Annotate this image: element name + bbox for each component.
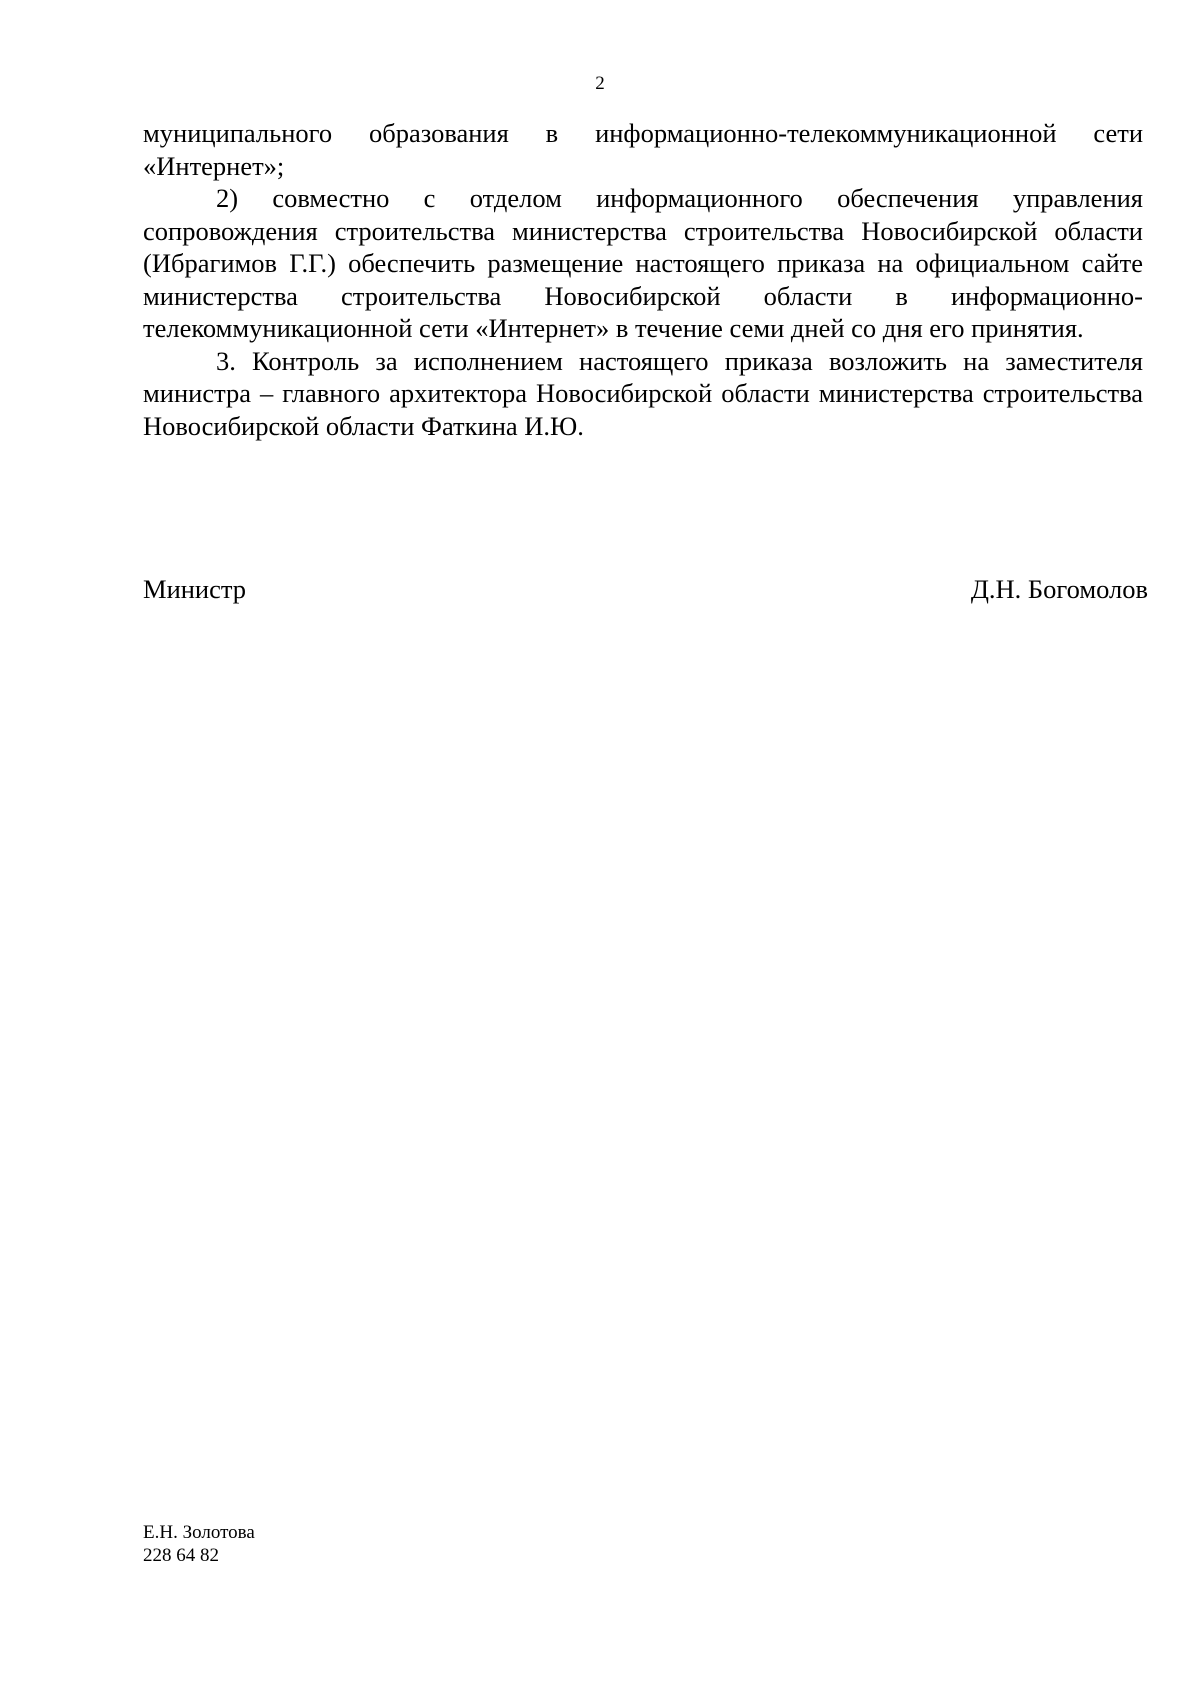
paragraph-continuation: муниципального образования в информационно-телекоммуникационной сети «Интернет»; bbox=[143, 118, 1143, 181]
executor-phone: 228 64 82 bbox=[143, 1545, 219, 1566]
page-number: 2 bbox=[595, 73, 605, 94]
document-body bbox=[143, 117, 1143, 442]
signatory-name: Д.Н. Богомолов bbox=[970, 574, 1148, 604]
paragraph-item-3: 3. Контроль за исполнением настоящего приказа возложить на заместителя министра – главного архитектора Новосибирской области министерства строительства Новосибирской области Фаткина И.Ю. bbox=[143, 345, 1143, 441]
signatory-position: Министр bbox=[143, 574, 247, 604]
executor-name: Е.Н. Золотова bbox=[143, 1522, 255, 1543]
executor-block bbox=[143, 1521, 255, 1567]
paragraph-item-2: 2) совместно с отделом информационного обеспечения управления сопровождения строительства министерства строительства Новосибирской области (Ибрагимов Г.Г.) обеспечить размещение настоящего приказа на официальном сайте министерства строительства Новосибирской области в информационно-телекоммуникационной сети «Интернет» в течение семи дней со дня его принятия. bbox=[143, 183, 1143, 343]
